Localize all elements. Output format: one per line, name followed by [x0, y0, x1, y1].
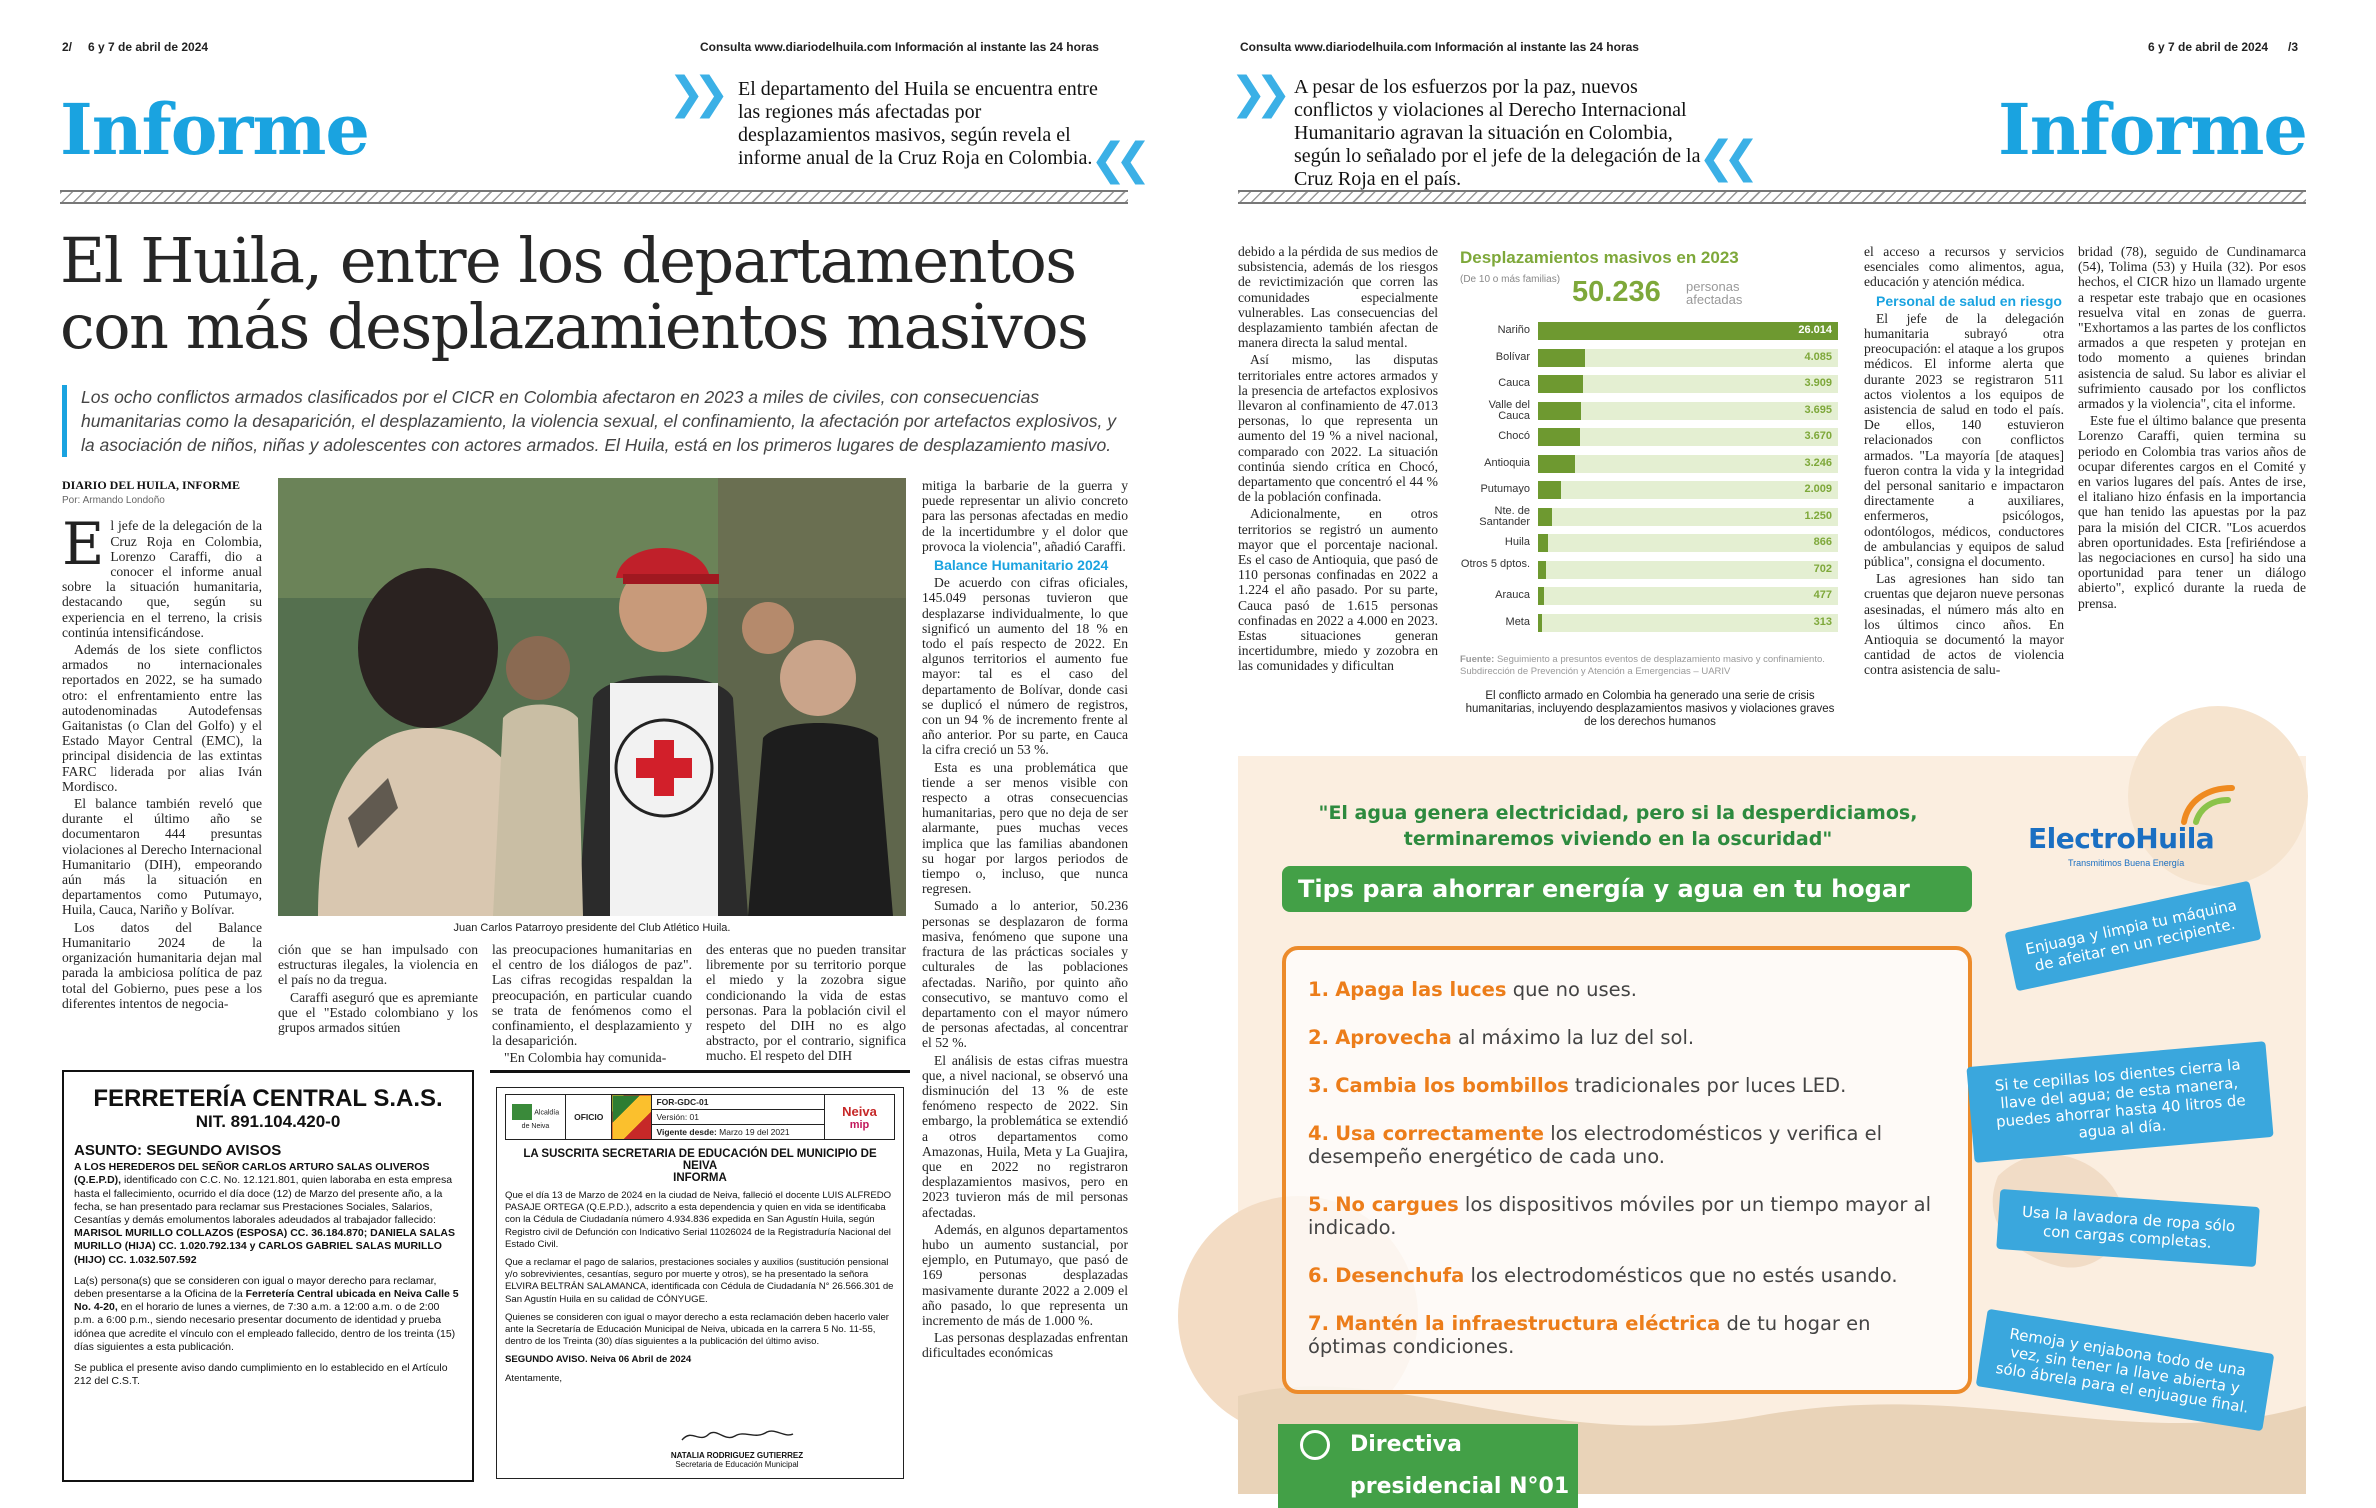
bar [1538, 349, 1585, 367]
bar [1538, 508, 1552, 526]
logo-icon [2178, 782, 2238, 826]
tip-item: 1. Apaga las luces que no uses. [1308, 978, 1637, 1001]
bar-label: Antioquia [1484, 456, 1530, 469]
electrohuila-ad [1238, 756, 2306, 1499]
paragraph: El balance también reveló que durante el último año se documentaron 444 presuntas violaciones al Derecho Internacional Humanitario (DIH), empeorando aún más la situación en departamentos como Putumayo, Huila, Cauca, Nariño y Bolívar. [62, 796, 262, 918]
paragraph: El jefe de la delegación humanitaria subrayó otra preocupación: el ataque a los grupos médicos. El informe alerta que durante 2023 se registraron 511 actos violentos a los equipos de asistencia de salud en todo el país. De ellos, 140 estuvieron relacionados con conflictos armados. "La mayoría [de ataques] fueron contra la vida y la integridad del personal sanitario e impactaron directamente a auxiliares, enfermeros, psicólogos, odontólogos, médicos, conductores de ambulancias y equipos de salud pública", consigna el documento. [1864, 310, 2064, 570]
section-intro: El departamento del Huila se encuentra entre las regiones más afectadas por desplazamientos masivos, según revela el informe anual de la Cruz Roja en Colombia. [738, 78, 1098, 169]
tip-item: 7. Mantén la infraestructura eléctrica de tu hogar en óptimas condiciones. [1308, 1312, 1871, 1358]
doc-paragraph: Que a reclamar el pago de salarios, prestaciones sociales y auxilios (sustitución pensional y/o sobrevivientes, cesantías, seguro por muerte y otros), se ha presentado la señora ELVIRA BELTRÁN SALAMANCA, identificada con Cédula de Ciudadanía N° 26.566.301 de San Agustín Huila en su calidad de CÓNYUGE. [505, 1257, 894, 1305]
article-column-2 [278, 942, 478, 1042]
top-url-right: Consulta www.diariodelhuila.com Información al instante las 24 horas [1240, 40, 1639, 54]
signer-name: NATALIA RODRIGUEZ GUTIERREZ [670, 1451, 804, 1460]
tip-item: 5. No cargues los dispositivos móviles por un tiempo mayor al indicado. [1308, 1193, 1931, 1239]
paragraph: debido a la pérdida de sus medios de subsistencia, además de los riesgos de revictimización que corren las comunidades especialmente vulnerables. Las consecuencias del desplazamiento también afectan de manera directa la salud mental. [1238, 244, 1438, 351]
bar-row [1456, 428, 1846, 446]
bar-label: Meta [1505, 615, 1530, 628]
alcaldia-logo: Alcaldía de Neiva [506, 1095, 566, 1140]
bar-track [1538, 322, 1838, 340]
subheading: Balance Humanitario 2024 [934, 557, 1109, 574]
article-column-3 [1864, 244, 2064, 734]
drop-cap: E [62, 510, 105, 579]
page-number-left: 2/ [62, 40, 73, 54]
neiva-brand: Neiva mip [825, 1095, 895, 1140]
bar [1538, 561, 1546, 579]
ad-paragraph-3: Se publica el presente aviso dando cumplimiento en lo establecido en el Artículo 212 del C.S.T. [74, 1362, 448, 1388]
chart-source-text: Seguimiento a presuntos eventos de desplazamiento masivo y confinamiento. Subdirección de Prevención y Atención a Emergencias – UARIV [1460, 654, 1825, 677]
bar-row [1456, 534, 1846, 552]
bar-track [1538, 508, 1838, 526]
bar-row [1456, 322, 1846, 340]
chart-total: 50.236 [1572, 276, 1661, 308]
photo-illustration [278, 478, 906, 916]
chart-total-label: personas afectadas [1686, 279, 1743, 307]
doc-second-notice: SEGUNDO AVISO. Neiva 06 Abril de 2024 [505, 1354, 692, 1366]
ad-banner: Tips para ahorrar energía y agua en tu hogar [1282, 866, 1972, 912]
bar-track [1538, 349, 1838, 367]
paragraph: Además de los siete conflictos armados no internacionales reportados en 2022, se ha sumado otro: el enfrentamiento entre las autodenominadas Autodefensas Gaitanistas (o Clan del Golfo) y el Estado Mayor Central (EMC), la principal disidencia de las extintas FARC liderada por alias Iván Mordisco. [62, 642, 262, 794]
tips-list [1308, 978, 1948, 1358]
chart-source [1460, 654, 1850, 678]
right-page [1188, 0, 2376, 1508]
bar-row [1456, 587, 1846, 605]
section-intro: A pesar de los esfuerzos por la paz, nuevos conflictos y violaciones al Derecho Internacional Humanitario agravan la situación en Colombia, según lo señalado por el jefe de la delegación de la Cruz Roja en el país. [1294, 76, 1701, 190]
bar-label: Huila [1504, 536, 1530, 548]
paragraph: des enteras que no pueden transitar libremente por su territorio porque el miedo y la zozobra sigue condicionando la vida de estas personas. Para la población civil el respeto del DIH no es algo abstracto, por el contrario, significa mucho. El respeto del DIH [706, 942, 906, 1064]
bar [1538, 402, 1581, 420]
headline-line-1: El Huila, entre los departamentos [60, 224, 1076, 297]
water-tip-tag: Remoja y enjabona todo de una vez, sin tener la llave abierta y sólo ábrela para el enjuague final. [1976, 1309, 2275, 1431]
bar-track [1538, 455, 1838, 473]
bar-value: 866 [1813, 536, 1832, 548]
bar-value: 3.695 [1804, 403, 1832, 416]
bar [1538, 375, 1583, 393]
bar-value: 313 [1813, 615, 1832, 628]
section-divider [60, 190, 1128, 204]
chevron-right-icon: ❯❯ [1230, 68, 1280, 119]
bar-track [1538, 614, 1838, 632]
article-column-4 [2078, 244, 2306, 734]
ad-logo: ElectroHuila [2028, 822, 2215, 855]
bar-value: 477 [1813, 589, 1832, 601]
paragraph: Las personas desplazadas enfrentan dificultades económicas [922, 1330, 1128, 1361]
paragraph: ción que se han impulsado con estructuras ilegales, la violencia en el país no da tregua. [278, 942, 478, 988]
bar-value: 1.250 [1804, 509, 1832, 522]
paragraph: Las agresiones han sido tan cruentas que dejaron nueve personas asesinadas, el número más alto en los últimos cinco años. En Antioquia se documentó la mayor cantidad de actos de violencia contra asistencia de salu- [1864, 571, 2064, 678]
article-column-1 [1238, 244, 1438, 734]
bar-value: 3.909 [1804, 377, 1832, 389]
bar-track [1538, 587, 1838, 605]
bar-value: 2.009 [1804, 483, 1832, 495]
bar-row [1456, 481, 1846, 499]
doc-title-2: INFORMA [673, 1172, 727, 1184]
bar-track [1538, 481, 1838, 499]
ad-text: La(s) persona(s) que se consideren con igual o mayor derecho para reclamar, deben presentarse a la Oficina de la [74, 1274, 437, 1301]
doc-code: FOR-GDC-01 [652, 1095, 825, 1110]
bar [1538, 455, 1575, 473]
flag-icon [612, 1095, 652, 1140]
ad-text: identificado con C.C. No. 12.121.801, quien laboraba en esta empresa hasta el fallecimiento, ocurrido el día doce (12) de Marzo del presente año, a la fecha, se han presentado para reclamar sus Prestaciones Sociales, Salarios, Cesantías y demás emolumentos laborales adeudados al trabajador fallecido: [74, 1174, 453, 1227]
article-photo [278, 478, 906, 916]
signature [677, 1426, 797, 1446]
notice-document [496, 1087, 904, 1479]
bar-label: Otros 5 dptos. [1460, 557, 1530, 570]
bar-track [1538, 534, 1838, 552]
bar-label: Chocó [1498, 430, 1530, 442]
bar [1538, 614, 1542, 632]
bar-row [1456, 455, 1846, 473]
bar-label: Arauca [1495, 589, 1530, 601]
bar-label: Nariño [1497, 324, 1530, 336]
subheading: Personal de salud en riesgo [1876, 292, 2062, 309]
bar-value: 4.085 [1804, 350, 1832, 363]
bar-label: Valle del Cauca [1488, 398, 1530, 422]
lede: Los ocho conflictos armados clasificados por el CICR en Colombia afectaron en 2023 a miles de civiles, con consecuencias humanitarias como la desaparición, el desplazamiento, la violencia sexual, el confinamiento, la afectación por artefactos explosivos, y la asociación de niños, niñas y adolescentes con actores armados. El Huila, está en los primeros lugares de desplazamiento masivo. [62, 385, 1122, 457]
document-header [505, 1094, 895, 1140]
bar-track [1538, 428, 1838, 446]
bar-row [1456, 375, 1846, 393]
tip-item: 6. Desenchufa los electrodomésticos que no estés usando. [1308, 1264, 1898, 1287]
tip-item: 2. Aprovecha al máximo la luz del sol. [1308, 1026, 1695, 1049]
section-title: Informe [1998, 88, 2307, 171]
byline: Por: Armando Londoño [62, 495, 165, 507]
coat-of-arms-icon [1300, 1430, 1330, 1460]
article-column-5 [922, 478, 1128, 1468]
ad-quote: "El agua genera electricidad, pero si la desperdiciamos, terminaremos viviendo en la oscuridad" [1318, 802, 1918, 850]
paragraph: mitiga la barbarie de la guerra y puede representar un alivio concreto para las personas afectadas en medio de la incertidumbre y el dolor que provoca la violencia", añadió Caraffi. [922, 478, 1128, 554]
date-right: 6 y 7 de abril de 2024 [2148, 40, 2269, 54]
kicker: DIARIO DEL HUILA, INFORME [62, 478, 241, 492]
chevron-left-icon: ❮❮ [1698, 132, 1748, 183]
paragraph: Adicionalmente, en otros territorios se registró un aumento mayor que el porcentaje nacional. Es el caso de Antioquia, que pasó de 110 personas confinadas en 2022 a 1.224 el año pasado. Por su parte, Cauca pasó de 1.615 personas confinadas en 2022 a 4.000 en 2023. Estas situaciones generan incertidumbre, miedo y zozobra en las comunidades y dificultan [1238, 506, 1438, 674]
paragraph: Caraffi aseguró que es apremiante que el "Estado colombiano y los grupos armados sitúen [278, 989, 478, 1036]
paragraph: bridad (78), seguido de Cundinamarca (54), Tolima (53) y Huila (32). Por esos hechos, el CICR hizo un llamado urgente a respetar este trabajo que en ocasiones resuelva vital en zonas de guerra. "Exhortamos a las partes de los conflictos armados a que respeten y protejan en todo momento a quienes brindan asistencia de salud. Su labor es aliviar el sufrimiento causado por los conflictos armados y la violencia", cita el informe. [2078, 244, 2306, 412]
chart-source-label: Fuente: [1460, 654, 1495, 665]
chart-caption: El conflicto armado en Colombia ha generado una serie de crisis humanitarias, incluyendo desplazamientos masivos y violaciones graves de los derechos humanos [1465, 690, 1835, 728]
tip-item: 3. Cambia los bombillos tradicionales por luces LED. [1308, 1074, 1847, 1097]
article-column-1 [62, 478, 262, 1038]
bar-label: Putumayo [1480, 483, 1530, 495]
section-title: Informe [60, 88, 369, 171]
bar-value: 3.670 [1804, 430, 1832, 442]
paragraph: l jefe de la delegación de la Cruz Roja en Colombia, Lorenzo Caraffi, dio a conocer el informe anual sobre la situación humanitaria, destacando que, según su experiencia en el terreno, la crisis continúa intensificándose. [62, 518, 262, 640]
paragraph: Los datos del Balance Humanitario 2024 de la organización humanitaria dejan mal parada la ambiciosa política de paz total del Gobierno, pues pese a los diferentes intentos de negocia- [62, 919, 262, 1011]
bar [1538, 534, 1548, 552]
bar-row [1456, 349, 1846, 367]
paragraph: Así mismo, las disputas territoriales entre actores armados y la presencia de artefactos explosivos llevaron al confinamiento de 47.013 personas, lo que representa un aumento del 19 % a nivel nacional, comparado con 2022. La situación continúa siendo crítica en Chocó, departamento que concentró el 44 % de la población confinada. [1238, 352, 1438, 505]
ferreteria-ad [62, 1070, 474, 1482]
bar-label: Bolívar [1495, 350, 1530, 363]
water-tip-tag: Enjuaga y limpia tu máquina de afeitar en un recipiente. [2004, 881, 2261, 992]
legal-notice [490, 1070, 910, 1482]
paragraph: las preocupaciones humanitarias en el centro de los diálogos de paz". Las cifras recogidas respaldan la preocupación, en particular cuando se trata de fenómenos como el confinamiento, el desplazamiento y la desaparición. [492, 942, 692, 1049]
signature-block [647, 1426, 827, 1469]
top-url-left: Consulta www.diariodelhuila.com Información al instante las 24 horas [700, 40, 1099, 54]
bar-track [1538, 375, 1838, 393]
displacement-chart [1450, 244, 1850, 734]
paragraph: De acuerdo con cifras oficiales, 145.049 personas tuvieron que desplazarse individualmente, lo que significó un aumento del 18 % en todo el país respecto de 2022. En algunos territorios el aumento fue mayor: tal es el caso del departamento de Bolívar, donde casi se duplicó el número de registros, con un 94 % de incremento frente al año anterior. Por su parte, en Cauca la cifra creció un 53 %. [922, 575, 1128, 758]
shield-icon [512, 1104, 532, 1120]
bar [1538, 322, 1838, 340]
paragraph: Este fue el último balance que presenta Lorenzo Caraffi, quien termina su periodo en Colombia tras varios años de ocupar diferentes cargos en el Comité y en varios lugares del país. Antes de irse, el italiano hizo énfasis en la importancia que han tenido las apuestas por la paz para la misión del CICR. "Los acuerdos abren oportunidades. Esta [refiriéndose a las negociaciones en curso] ha sido una oportunidad para tener un diálogo abierto", explicó durante la rueda de prensa. [2078, 413, 2306, 611]
ad-footer [1278, 1424, 1578, 1508]
paragraph: Sumado a lo anterior, 50.236 personas se desplazaron de forma masiva, fenómeno que supone una fractura de las prácticas sociales y culturales de las poblaciones afectadas. Nariño, por quinto año consecutivo, se mantuvo como el departamento con el mayor número de personas afectadas, al concentrar el 52 %. [922, 898, 1128, 1051]
ad-subject: ASUNTO: SEGUNDO AVISOS [74, 1142, 282, 1159]
doc-title-1: LA SUSCRITA SECRETARIA DE EDUCACIÓN DEL MUNICIPIO DE NEIVA [523, 1148, 877, 1172]
ad-text: en el horario de lunes a viernes, de 7:30 a.m. a 12:00 a.m. o de 2:00 p.m. a 6:00 p.m., siendo necesario presentar documento de identidad y prueba idónea que acredite el vínculo con el empleado fallecido, dentro de los treinta (15) días siguientes a esta publicación. [74, 1301, 456, 1353]
doc-type: OFICIO [566, 1095, 612, 1140]
tips-box [1282, 946, 1972, 1394]
bar-value: 3.246 [1804, 456, 1832, 469]
chevron-right-icon: ❯❯ [668, 68, 718, 119]
paragraph: Esta es una problemática que tiende a ser menos visible con respecto a otras consecuencias humanitarias, pero que no deja de ser alarmante, pues muchas veces implica que las familias abandonen su hogar por largos periodos de tiempo o, incluso, que nunca regresen. [922, 759, 1128, 897]
headline [60, 224, 1150, 363]
ad-paragraph-1 [74, 1161, 462, 1267]
section-divider [1238, 190, 2306, 204]
signer-role: Secretaria de Educación Municipal [675, 1460, 799, 1469]
bar-row [1456, 557, 1846, 579]
bar-value: 702 [1813, 562, 1832, 575]
chart-bars [1456, 322, 1846, 652]
ad-claimants: MARISOL MURILLO COLLAZOS (ESPOSA) CC. 36.184.870; DANIELA SALAS MURILLO (HIJA) CC. 1.020.792.134 y CARLOS GABRIEL SALAS MURILLO (HIJO) CC. 1.032.507.592 [74, 1227, 455, 1266]
doc-closing: Atentamente, [505, 1372, 563, 1384]
doc-validity: Vigente desde: Marzo 19 del 2021 [652, 1125, 825, 1140]
ad-slogan: Transmitimos Buena Energía [2068, 858, 2185, 868]
chart-title: Desplazamientos masivos en 2023 [1460, 248, 1739, 267]
bar-row [1456, 504, 1846, 528]
photo-caption: Juan Carlos Patarroyo presidente del Club Atlético Huila. [453, 922, 731, 934]
bar-track [1538, 561, 1838, 579]
date-left: 6 y 7 de abril de 2024 [88, 40, 209, 54]
bar [1538, 587, 1544, 605]
bar-row [1456, 614, 1846, 632]
page-number-right: /3 [2288, 40, 2299, 54]
chevron-left-icon: ❮❮ [1090, 134, 1140, 185]
bar [1538, 481, 1561, 499]
bar-value: 26.014 [1798, 324, 1832, 336]
tip-item: 4. Usa correctamente los electrodomésticos y verifica el desempeño energético de cada uno. [1308, 1122, 1883, 1168]
doc-paragraph: Quienes se consideren con igual o mayor derecho a esta reclamación deben hacerlo valer ante la Secretaría de Educación Municipal de Neiva, ubicada en la carrera 5 No. 11-55, dentro de los Treinta (30) días siguientes a la publicación del último aviso. [505, 1311, 889, 1348]
paragraph: Además, en algunos departamentos hubo un aumento sustancial, por ejemplo, en Putumayo, que pasó de 169 personas desplazadas masivamente durante 2022 a 2.009 el año pasado, lo que representa un incremento de más de 1.000 %. [922, 1221, 1128, 1328]
bar-label: Cauca [1498, 377, 1530, 389]
paragraph: "En Colombia hay comunida- [504, 1050, 667, 1066]
ad-company: FERRETERÍA CENTRAL S.A.S. [93, 1085, 443, 1112]
ad-heirs: A LOS HEREDEROS DEL SEÑOR CARLOS ARTURO SALAS OLIVEROS (Q.E.P.D), [74, 1161, 430, 1187]
headline-line-2: con más desplazamientos masivos [60, 290, 1088, 363]
article-column-3 [492, 942, 692, 1066]
ad-address: Ferretería Central ubicada en Neiva Calle 5 No. 4-20, [74, 1288, 459, 1314]
paragraph: El análisis de estas cifras muestra que, a nivel nacional, se observó una disminución del 13 % de este fenómeno respecto de 2022. Sin embargo, la problemática se extendió a otros departamentos como Amazonas, Huila, Meta y La Guajira, que en 2022 no registraron desplazamientos masivos, pero en 2023 tuvieron más de mil personas afectadas. [922, 1052, 1128, 1220]
chart-subtitle: (De 10 o más familias) [1460, 274, 1561, 285]
doc-paragraph: Que el día 13 de Marzo de 2024 en la ciudad de Neiva, falleció el docente LUIS ALFREDO PASAJE ORTEGA (Q.E.P.D.), adscrito a esta dependencia y quien en vida se identificaba con la Cédula de Ciudadanía número 4.934.836 expedida en San Agustín Huila, según Registro civil de Defunción con Indicativo Serial 11026024 de la Registraduría Nacional del Estado Civil. [505, 1190, 892, 1250]
ad-paragraph-2 [74, 1275, 462, 1354]
bar-track [1538, 402, 1838, 420]
water-tip-tag: Usa la lavadora de ropa sólo con cargas completas. [1996, 1189, 2260, 1267]
article-column-4 [706, 942, 906, 1064]
doc-version: Versión: 01 [652, 1110, 825, 1125]
bar-row [1456, 398, 1846, 422]
paragraph: el acceso a recursos y servicios esenciales como alimentos, agua, educación y atención médica. [1864, 244, 2064, 290]
ad-footer-text: Directiva presidencial N°01 [1350, 1432, 1570, 1499]
water-tip-tag: Si te cepillas los dientes cierra la llave del agua; de esta manera, puedes ahorrar hasta 40 litros de agua al día. [1966, 1041, 2273, 1163]
bar-label: Nte. de Santander [1479, 504, 1530, 528]
ad-nit: NIT. 891.104.420-0 [195, 1112, 341, 1131]
bar [1538, 428, 1580, 446]
